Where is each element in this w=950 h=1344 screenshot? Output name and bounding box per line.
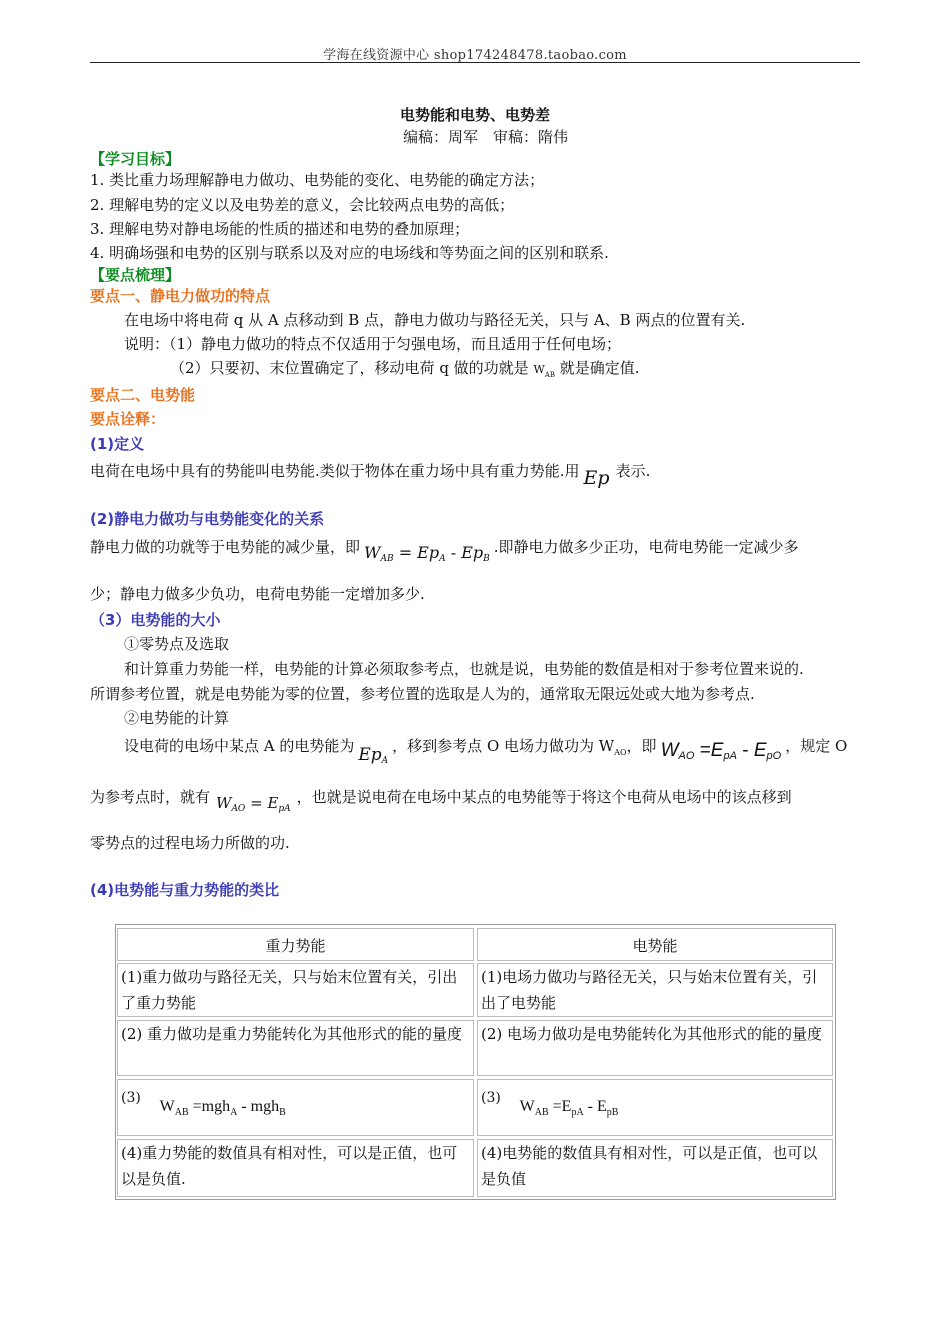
wao-equation: $W_{AO} =E_{pA} - E_{pO}$ [660,740,782,762]
table-cell-formula-electric: (3) $W_{AB} =E_{pA} - E_{pB}$ [477,1079,833,1136]
objective-item: 4. 明确场强和电势的区别与联系以及对应的电场线和等势面之间的区别和联系. [90,244,609,262]
table-cell-formula-gravity: (3) $W_{AB} =mgh_A - mgh_B$ [117,1079,474,1136]
size-heading: （3）电势能的大小 [90,611,221,629]
calc-heading: ②电势能的计算 [124,709,230,727]
editor-credit: 编稿：周军 [403,128,479,146]
header-rule [90,62,860,63]
table-cell: (1)电场力做功与路径无关，只与始末位置有关，引出了电势能 [477,963,833,1017]
point1-heading: 要点一、静电力做功的特点 [90,287,271,305]
calc-text-line2: 为参考点时，就有 $W_{AO} = E_{pA}$，也就是说电荷在电场中某点的电势能等于将这个电荷从电场中的该点移到 [90,788,792,814]
table-cell: (4)重力势能的数值具有相对性，可以是正值，也可以是负值. [117,1139,474,1197]
relation-heading: (2)静电力做功与电势能变化的关系 [90,510,325,528]
definition-text: 电荷在电场中具有的势能叫电势能.类似于物体在重力场中具有重力势能.用 Ep 表示. [90,462,651,489]
table-cell: (2) 电场力做功是电势能转化为其他形式的能的量度 [477,1020,833,1076]
wao-epa-equation: $W_{AO} = E_{pA}$ [216,794,291,814]
compare-heading: (4)电势能与重力势能的类比 [90,881,280,899]
calc-text-line1: 设电荷的电场中某点 A 的电势能为 $Ep_A$，移到参考点 O 电场力做功为 $W_{AO}$，即 $W_{AO} =E_{pA} - E_{pO}$，规定 O [124,737,848,766]
definition-heading: (1)定义 [90,435,145,453]
table-cell: (4)电势能的数值具有相对性，可以是正值，也可以是负值 [477,1139,833,1197]
page-header: 学海在线资源中心 shop174248478.taobao.com [323,48,627,63]
point2-heading: 要点二、电势能 [90,386,196,404]
table-cell: (1)重力做功与路径无关，只与始末位置有关，引出了重力势能 [117,963,474,1017]
zero-text-line1: 和计算重力势能一样，电势能的计算必须取参考点，也就是说，电势能的数值是相对于参考位置来说的. [124,660,804,678]
objective-item: 2. 理解电势的定义以及电势差的意义，会比较两点电势的高低； [90,196,515,214]
doc-title: 电势能和电势、电势差 [399,106,550,124]
relation-text-line1: 静电力做的功就等于电势能的减少量，即 $W_{AB} = Ep_A - Ep_B$.即静电力做多少正功，电荷电势能一定减少多 [90,538,799,564]
objectives-heading: 【学习目标】 [90,150,181,168]
point1-note2: （2）只要初、末位置确定了，移动电荷 q 做的功就是 $W_{AB}$ 就是确定值. [170,359,640,379]
calc-text-line3: 零势点的过程电场力所做的功. [90,834,290,852]
summary-heading: 【要点梳理】 [90,266,181,284]
zero-text-line2: 所谓参考位置，就是电势能为零的位置，参考位置的选取是人为的，通常取无限远处或大地为参考点. [90,685,755,703]
objective-item: 1. 类比重力场理解静电力做功、电势能的变化、电势能的确定方法； [90,171,545,189]
point1-note1: 说明：（1）静电力做功的特点不仅适用于匀强电场，而且适用于任何电场； [124,335,622,353]
zero-heading: ①零势点及选取 [124,635,230,653]
wab-equation: $W_{AB} = Ep_A - Ep_B$ [364,543,490,564]
explain-heading: 要点诠释： [90,410,166,428]
reviewer-credit: 审稿：隋伟 [493,128,569,146]
table-header-gravity: 重力势能 [117,928,474,961]
table-cell: (2) 重力做功是重力势能转化为其他形式的能的量度 [117,1020,474,1076]
epa-symbol: $Ep_A$ [358,745,389,766]
electric-work-formula: $W_{AB} =E_{pA} - E_{pB}$ [519,1098,619,1119]
objective-item: 3. 理解电势对静电场能的性质的描述和电势的叠加原理； [90,220,470,238]
ep-symbol: Ep [583,467,610,489]
relation-text-line2: 少；静电力做多少负功，电荷电势能一定增加多少. [90,585,425,603]
table-header-electric: 电势能 [477,928,833,961]
gravity-work-formula: $W_{AB} =mgh_A - mgh_B$ [159,1098,286,1119]
point1-text: 在电场中将电荷 q 从 A 点移动到 B 点，静电力做功与路径无关，只与 A、B 两点的位置有关. [124,311,746,329]
